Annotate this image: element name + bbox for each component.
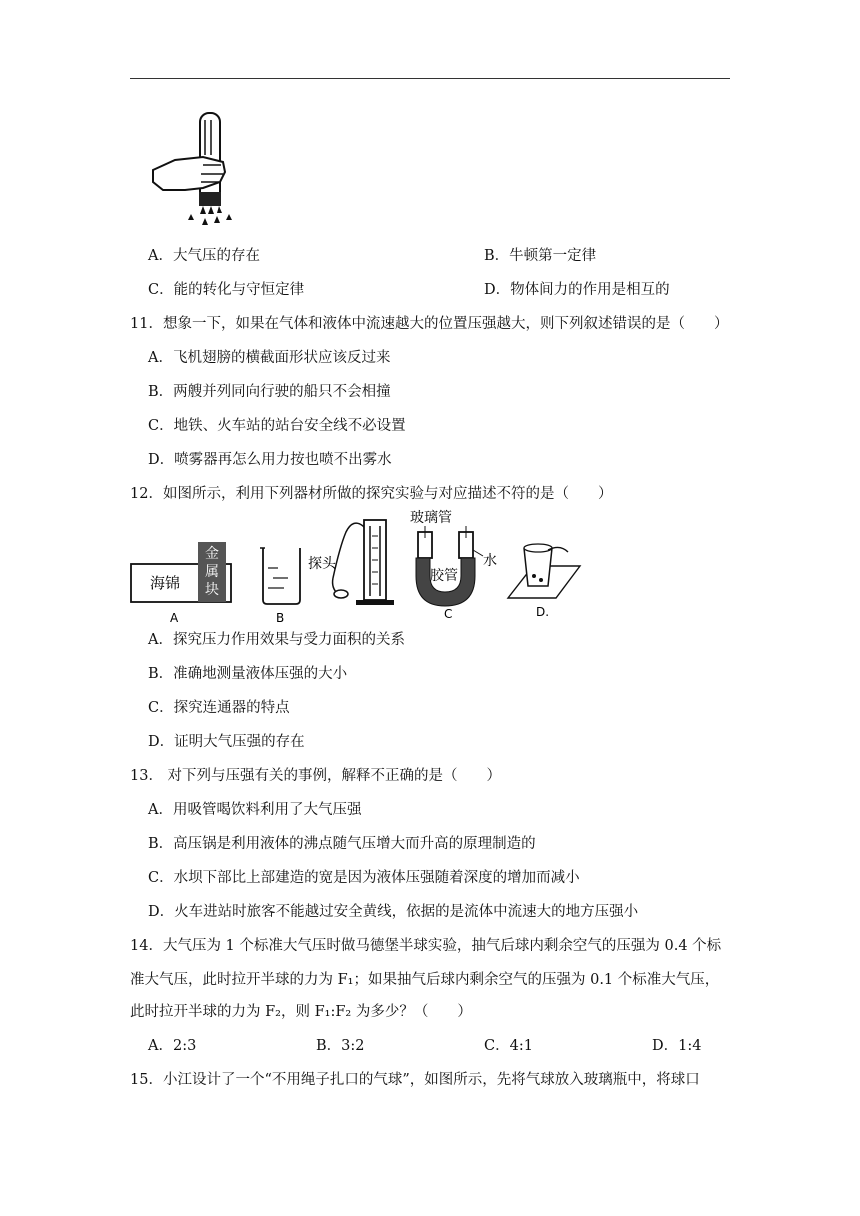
rubber-tube-label: 胶管	[430, 568, 458, 584]
glass-tube-label: 玻璃管	[410, 510, 452, 526]
block-label-1: 金	[205, 546, 219, 562]
q11-option-b: B．两艘并列同向行驶的船只不会相撞	[148, 384, 391, 400]
sponge-block-apparatus	[131, 542, 231, 625]
q12-option-b: B．准确地测量液体压强的大小	[148, 666, 348, 682]
q14-option-a: A．2:3	[148, 1038, 197, 1054]
q10-option-c: C．能的转化与守恒定律	[148, 282, 305, 298]
cup-card-apparatus	[508, 544, 580, 619]
hand-tube-figure	[145, 110, 240, 230]
q12-option-d: D．证明大气压强的存在	[148, 734, 305, 750]
connected-vessels-apparatus	[410, 509, 497, 621]
figure-label-d: D.	[536, 605, 550, 619]
q14-line-2: 准大气压，此时拉开半球的力为 F₁；如果抽气后球内剩余空气的压强为 0.1 个标准大气压，	[130, 972, 720, 988]
q15-stem: 15．小江设计了一个“不用绳子扎口的气球”，如图所示，先将气球放入玻璃瓶中，将球口	[130, 1072, 700, 1088]
q14-option-c: C．4:1	[484, 1038, 533, 1054]
q13-option-a: A．用吸管喝饮料利用了大气压强	[148, 802, 362, 818]
manometer-apparatus	[260, 520, 394, 625]
q10-option-a: A．大气压的存在	[148, 248, 260, 264]
q10-option-b: B．牛顿第一定律	[484, 248, 597, 264]
q11-option-c: C．地铁、火车站的站台安全线不必设置	[148, 418, 406, 434]
block-label-3: 块	[205, 582, 219, 598]
q13-option-d: D．火车进站时旅客不能越过安全黄线，依据的是流体中流速大的地方压强小	[148, 904, 639, 920]
q14-line-3: 此时拉开半球的力为 F₂，则 F₁:F₂ 为多少？（ ）	[130, 1004, 472, 1020]
water-label: 水	[483, 553, 497, 569]
q12-apparatus-figure	[128, 508, 588, 626]
q11-option-a: A．飞机翅膀的横截面形状应该反过来	[148, 350, 391, 366]
q12-option-a: A．探究压力作用效果与受力面积的关系	[148, 632, 405, 648]
header-rule	[130, 78, 730, 79]
block-label-2: 属	[205, 564, 219, 580]
figure-label-b: B	[276, 611, 285, 625]
q13-option-b: B．高压锅是利用液体的沸点随气压增大而升高的原理制造的	[148, 836, 536, 852]
figure-label-c: C	[444, 607, 453, 621]
q13-option-c: C．水坝下部比上部建造的宽是因为液体压强随着深度的增加而减小	[148, 870, 580, 886]
q12-stem: 12．如图所示，利用下列器材所做的探究实验与对应描述不符的是（ ）	[130, 486, 613, 502]
q11-stem: 11．想象一下，如果在气体和液体中流速越大的位置压强越大，则下列叙述错误的是（ ）	[130, 316, 729, 332]
q12-option-c: C．探究连通器的特点	[148, 700, 290, 716]
q14-option-b: B．3:2	[316, 1038, 365, 1054]
q13-stem: 13． 对下列与压强有关的事例，解释不正确的是（ ）	[130, 768, 502, 784]
q14-option-d: D．1:4	[652, 1038, 702, 1054]
q11-option-d: D．喷雾器再怎么用力按也喷不出雾水	[148, 452, 392, 468]
figure-label-a: A	[170, 611, 179, 625]
q10-option-d: D．物体间力的作用是相互的	[484, 282, 670, 298]
probe-label: 探头	[308, 556, 336, 572]
sponge-label: 海锦	[150, 574, 181, 592]
q14-line-1: 14．大气压为 1 个标准大气压时做马德堡半球实验，抽气后球内剩余空气的压强为 0.4 个标	[130, 938, 722, 954]
